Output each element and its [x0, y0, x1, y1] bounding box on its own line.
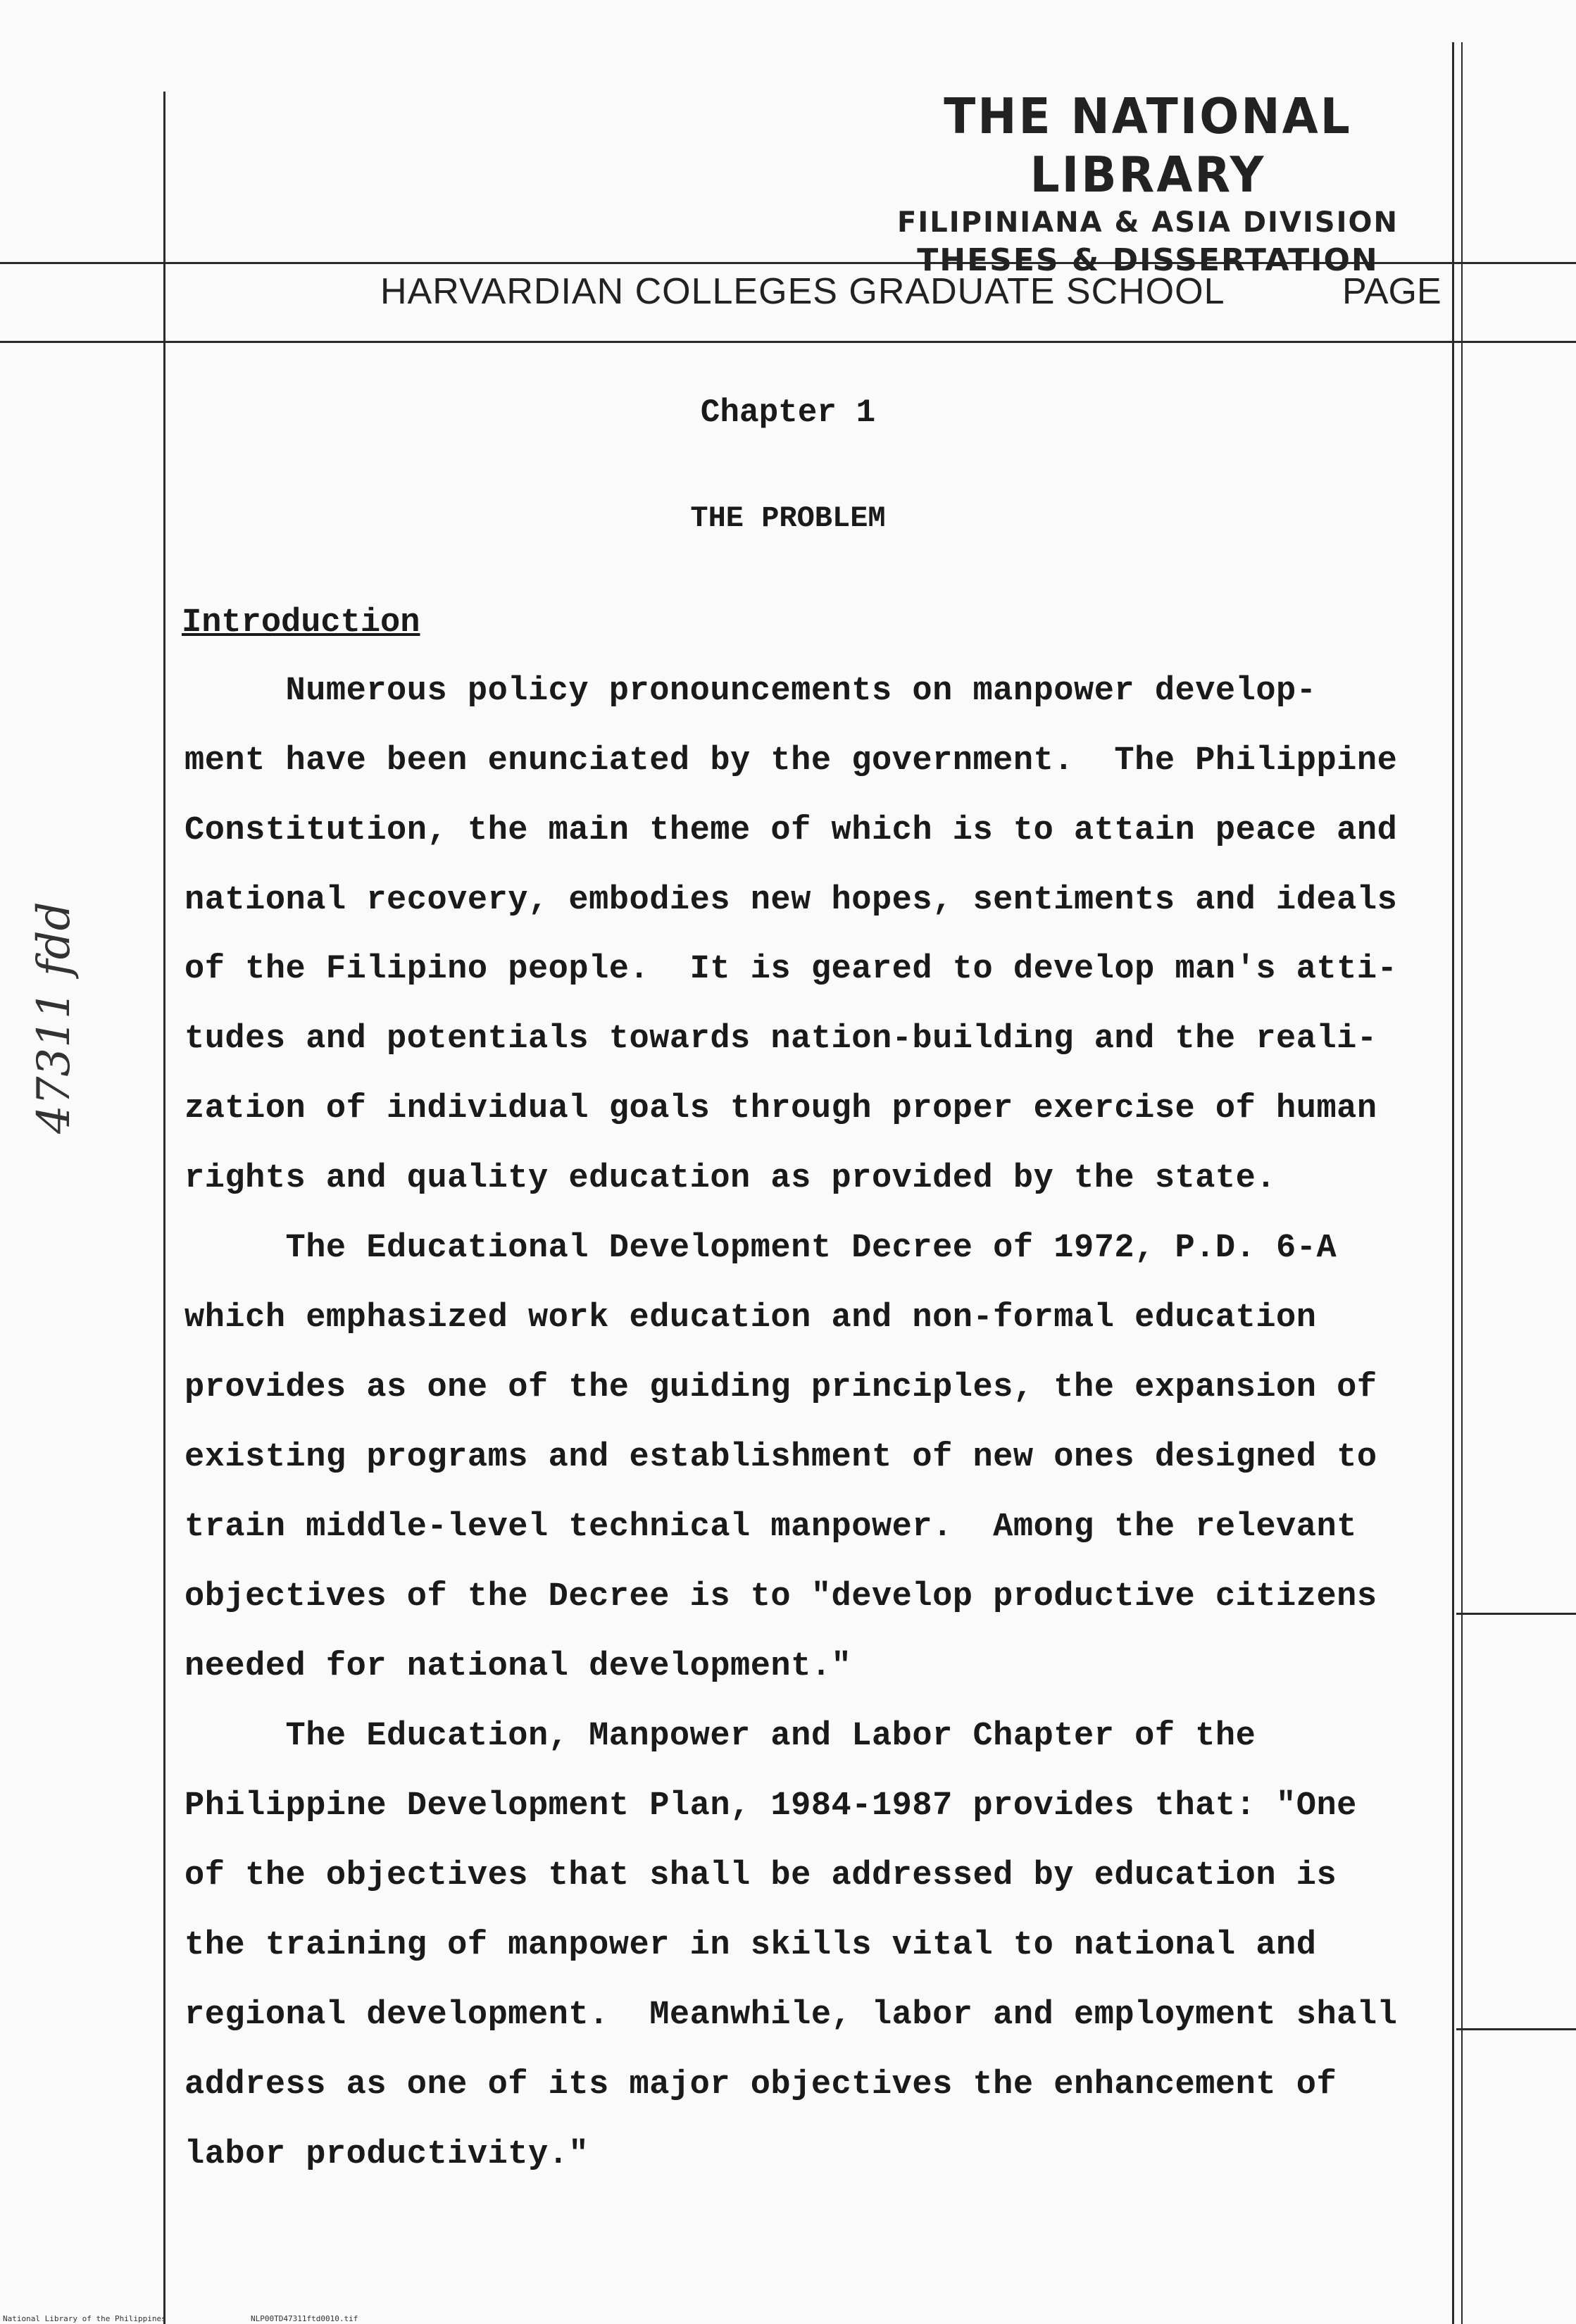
- stamp-line-1: THE NATIONAL LIBRARY: [944, 88, 1352, 204]
- handwritten-margin-note: 47311 fdd: [28, 901, 80, 1134]
- library-stamp: [831, 90, 1465, 280]
- text-line: labor productivity.": [185, 2136, 589, 2173]
- header-bottom-rule: [0, 341, 1576, 343]
- text-line: zation of individual goals through proper exercise of human: [185, 1090, 1377, 1127]
- text-line: the training of manpower in skills vital to national and: [185, 1927, 1317, 1964]
- text-line: tudes and potentials towards nation-building and the reali-: [185, 1020, 1377, 1058]
- footer-source: National Library of the Philippines: [3, 2314, 166, 2323]
- stamp-line-2: FILIPINIANA & ASIA DIVISION: [897, 206, 1399, 239]
- chapter-heading: Chapter 1: [700, 394, 876, 431]
- text-line: national recovery, embodies new hopes, sentiments and ideals: [185, 882, 1398, 919]
- text-line: ment have been enunciated by the government. The Philippine: [185, 742, 1398, 780]
- text-line: provides as one of the guiding principles, the expansion of: [185, 1369, 1377, 1406]
- text-line: objectives of the Decree is to "develop productive citizens: [185, 1578, 1377, 1616]
- chapter-title: THE PROBLEM: [690, 501, 886, 535]
- text-line: of the Filipino people. It is geared to develop man's atti-: [185, 951, 1398, 988]
- text-line: Philippine Development Plan, 1984-1987 provides that: "One: [185, 1787, 1357, 1825]
- text-line: The Education, Manpower and Labor Chapter of the: [185, 1718, 1256, 1755]
- text-line: regional development. Meanwhile, labor and employment shall: [185, 1997, 1398, 2034]
- footer-filename: NLP00TD47311ftd0010.tif: [251, 2314, 358, 2323]
- text-line: of the objectives that shall be addressed by education is: [185, 1857, 1337, 1894]
- text-line: address as one of its major objectives the enhancement of: [185, 2066, 1337, 2104]
- stamp-line-3: THESES & DISSERTATION: [917, 242, 1379, 279]
- text-line: rights and quality education as provided by the state.: [185, 1160, 1277, 1197]
- text-line: which emphasized work education and non-formal education: [185, 1299, 1317, 1337]
- right-side-tick-rule-2: [1456, 2028, 1576, 2030]
- text-line: The Educational Development Decree of 1972, P.D. 6-A: [185, 1230, 1337, 1267]
- section-heading-introduction: Introduction: [182, 604, 420, 642]
- text-line: existing programs and establishment of new ones designed to: [185, 1439, 1377, 1476]
- text-line: Numerous policy pronouncements on manpower develop-: [185, 673, 1317, 710]
- text-line: needed for national development.": [185, 1648, 852, 1685]
- right-side-tick-rule: [1456, 1613, 1576, 1615]
- top-right-rule: [1461, 42, 1463, 2324]
- text-line: train middle-level technical manpower. Among the relevant: [185, 1508, 1357, 1546]
- school-header: HARVARDIAN COLLEGES GRADUATE SCHOOL: [380, 271, 1225, 312]
- right-margin-rule: [1452, 42, 1454, 2324]
- page-label: PAGE: [1342, 271, 1441, 312]
- text-line: Constitution, the main theme of which is to attain peace and: [185, 812, 1398, 849]
